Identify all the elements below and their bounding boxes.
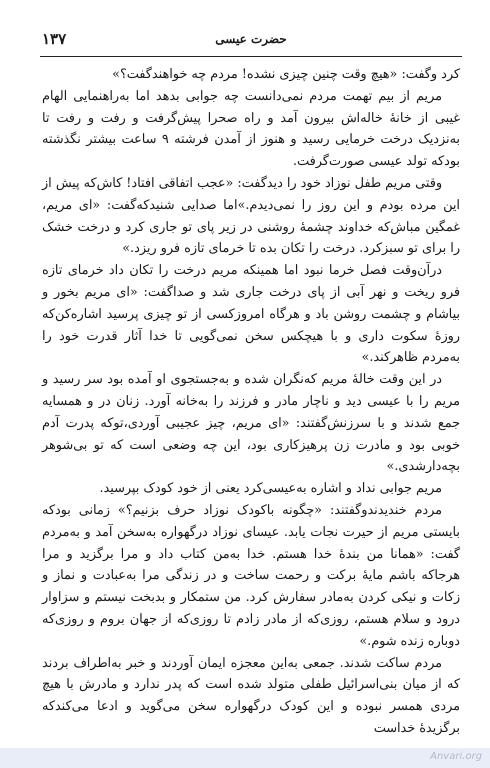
footer-bar <box>0 748 490 768</box>
paragraph: مردم ساکت شدند. جمعی به‌این معجزه ایمان آوردند و خبر به‌اطراف بردند که از میان بنی‌اسرائیل طفلی متولد شده است که پدر ندارد و مادرش با هیچ مردی همسر نبوده و این کودک درگهواره سخن می‌گوید و ادعا می‌کندکه برگزیدۀ خداست <box>42 655 460 736</box>
paragraph: مریم جوابی نداد و اشاره به‌عیسی‌کرد یعنی از خود کودک بپرسید. <box>99 481 442 497</box>
page-number: ۱۳۷ <box>42 30 67 48</box>
chapter-title: حضرت عیسی <box>215 32 287 46</box>
body-text <box>42 64 460 740</box>
running-header <box>42 30 460 52</box>
paragraph: وقتی مریم طفل نوزاد خود را دیدگفت: «عجب اتفاقی افتاد! کاش‌که پیش از این مرده بودم و این روز را نمی‌دیدم.»اما صدایی شنیدکه‌گفت: «ای مریم، غمگین مباش‌که خداوند چشمۀ روشنی در زیر پای تو جاری کرد و درخت خشک را برای تو سبزکرد. درخت را تکان بده تا خرمای تازه فرو ریزد.» <box>42 175 460 257</box>
paragraph: در این وقت خالۀ مریم که‌نگران شده و به‌جستجوی او آمده بود سر رسید و مریم را با عیسی دید و ناچار مادر و فرزند را به‌خانه آورد. زنان در و همسایه جمع شدند و با سرزنش‌گفتند: «ای مریم، چیز عجیبی آوردی،تو‌که پدرت آدم خوبی بود و مادرت زن پرهیزکاری بود، این چه وضعی است که تو بی‌شوهر بچه‌دارشدی.» <box>42 372 460 475</box>
paragraph: مردم خندیدندوگفتند: «چگونه با‌کودک نوزاد حرف بزنیم؟» زمانی بود‌که بایستی مریم از حیرت نجات یابد. عیسای نوزاد درگهواره به‌سخن آمد و به‌مردم گفت: «همانا من بندۀ خدا هستم. خدا به‌من کتاب داد و مرا برگزید و مرا هرجاکه باشم مایۀ برکت و رحمت ساخت و در زندگی مرا به‌عبادت و نماز و زکات و نیکی کردن به‌مادر سفارش کرد. من ستمکار و بدبخت نیستم و سزاوار درود و سلام هستم، روزی‌که از مادر زادم تا روزی‌که از جهان بروم و روزی‌که دوباره زنده شوم.» <box>42 502 460 649</box>
paragraph: مریم از بیم تهمت مردم نمی‌دانست چه جوابی بدهد اما به‌راهنمایی الهام غیبی از خانۀ خاله‌اش بیرون آمد و راه صحرا پیش‌گرفت و رفت و رفت تا به‌نزدیک درخت خرمایی رسید و هنوز از آمدن فرشته ۹ ساعت بیشتر نگذشته بودکه تولد عیسی صورت‌گرفت. <box>42 88 460 170</box>
paragraph: درآن‌وقت فصل خرما نبود اما همینکه مریم درخت را تکان داد خرمای تازه فرو ریخت و نهر آبی از پای درخت جاری شد و صداگفت: «ای مریم بخور و بیاشام و چشمت روشن باد و هرگاه امروزکسی از تو چیزی پرسید اشاره‌کن‌که روزۀ سکوت داری و با هیچکس سخن نمی‌گویی تا خدا آثار قدرت خود را به‌مردم ظاهرکند.» <box>42 263 460 366</box>
watermark: Anvari.org <box>430 751 482 762</box>
header-rule <box>40 56 462 57</box>
paragraph: کرد وگفت: «هیچ وقت چنین چیزی نشده! مردم چه خواهندگفت؟» <box>112 67 460 82</box>
